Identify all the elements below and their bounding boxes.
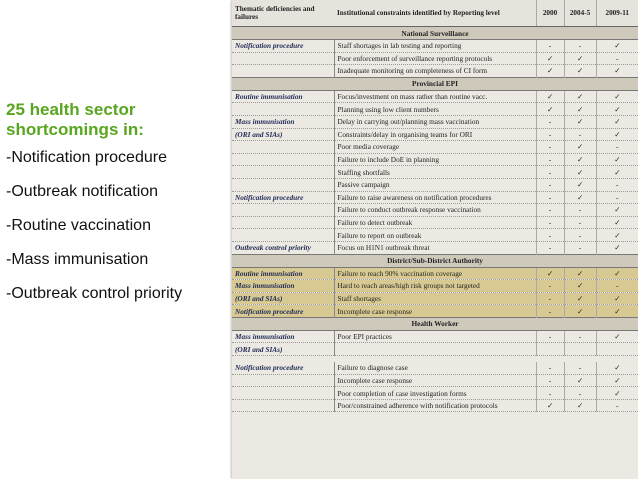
table-row <box>232 115 638 128</box>
constraint-cell: Poor media coverage <box>334 141 536 154</box>
year-2000-cell: - <box>536 216 564 229</box>
deficiency-cell: Mass immunisation <box>232 330 334 343</box>
year-2000-cell: - <box>536 141 564 154</box>
year-2004-cell: ✓ <box>564 374 596 387</box>
header-deficiency: Thematic deficiencies and failures <box>232 0 334 27</box>
constraint-cell: Passive campaign <box>334 178 536 191</box>
year-2004-cell: - <box>564 330 596 343</box>
table-row <box>232 191 638 204</box>
table-row <box>232 330 638 343</box>
table-row <box>232 216 638 229</box>
table-row <box>232 128 638 141</box>
year-2009-cell: ✓ <box>596 128 638 141</box>
deficiency-cell <box>232 178 334 191</box>
constraint-cell: Failure to conduct outbreak response vaccination <box>334 204 536 217</box>
year-2004-cell: ✓ <box>564 115 596 128</box>
year-2004-cell: - <box>564 362 596 374</box>
year-2004-cell: ✓ <box>564 153 596 166</box>
table-row <box>232 90 638 103</box>
year-2004-cell: - <box>564 387 596 400</box>
year-2004-cell <box>564 343 596 356</box>
year-2004-cell: ✓ <box>564 103 596 116</box>
year-2000-cell: ✓ <box>536 267 564 280</box>
constraint-cell: Constraints/delay in organising teams for ORI <box>334 128 536 141</box>
year-2004-cell: ✓ <box>564 292 596 305</box>
deficiency-cell <box>232 141 334 154</box>
section-label: District/Sub-District Authority <box>232 254 638 267</box>
table-row <box>232 229 638 242</box>
table-row <box>232 178 638 191</box>
deficiency-cell: Routine immunisation <box>232 267 334 280</box>
constraint-cell: Delay in carrying out/planning mass vaccination <box>334 115 536 128</box>
deficiency-cell <box>232 166 334 179</box>
constraint-cell: Failure to include DoE in planning <box>334 153 536 166</box>
deficiency-cell: Routine immunisation <box>232 90 334 103</box>
year-2009-cell: ✓ <box>596 267 638 280</box>
constraint-cell: Focus on H1N1 outbreak threat <box>334 241 536 254</box>
year-2004-cell: - <box>564 40 596 53</box>
year-2009-cell: ✓ <box>596 305 638 318</box>
year-2009-cell: ✓ <box>596 90 638 103</box>
year-2009-cell: ✓ <box>596 362 638 374</box>
table-row <box>232 399 638 412</box>
header-year-2004: 2004-5 <box>564 0 596 27</box>
slide-heading: 25 health sector shortcomings in: <box>6 100 144 139</box>
section-label: Health Worker <box>232 317 638 330</box>
year-2000-cell: - <box>536 115 564 128</box>
year-2004-cell: ✓ <box>564 305 596 318</box>
year-2009-cell: ✓ <box>596 115 638 128</box>
year-2009-cell: ✓ <box>596 387 638 400</box>
year-2000-cell: ✓ <box>536 52 564 65</box>
header-year-2000: 2000 <box>536 0 564 27</box>
bullet-notification-procedure: -Notification procedure <box>6 149 167 166</box>
year-2000-cell: - <box>536 191 564 204</box>
constraint-cell: Failure to diagnose case <box>334 362 536 374</box>
deficiencies-table-image <box>232 0 638 479</box>
constraint-cell: Hard to reach areas/high risk groups not targeted <box>334 280 536 293</box>
year-2000-cell: - <box>536 362 564 374</box>
slide-text-panel <box>6 100 234 318</box>
year-2009-cell: ✓ <box>596 153 638 166</box>
year-2000-cell: - <box>536 229 564 242</box>
deficiency-cell: (ORI and SIAs) <box>232 128 334 141</box>
header-constraint: Institutional constraints identified by Reporting level <box>334 0 536 27</box>
constraint-cell: Staff shortages in lab testing and reporting <box>334 40 536 53</box>
deficiency-cell <box>232 204 334 217</box>
constraint-cell: Focus/investment on mass rather than routine vacc. <box>334 90 536 103</box>
year-2004-cell: ✓ <box>564 399 596 412</box>
deficiency-cell: Notification procedure <box>232 40 334 53</box>
constraint-cell: Poor enforcement of surveillance reporting protocols <box>334 52 536 65</box>
year-2009-cell: ✓ <box>596 166 638 179</box>
year-2000-cell: ✓ <box>536 90 564 103</box>
year-2004-cell: ✓ <box>564 191 596 204</box>
year-2004-cell: ✓ <box>564 267 596 280</box>
deficiency-cell <box>232 52 334 65</box>
year-2004-cell: - <box>564 128 596 141</box>
year-2004-cell: ✓ <box>564 166 596 179</box>
table-row <box>232 40 638 53</box>
deficiency-cell <box>232 387 334 400</box>
table-row <box>232 280 638 293</box>
constraint-cell: Incomplete case response <box>334 374 536 387</box>
year-2000-cell: - <box>536 40 564 53</box>
year-2009-cell: ✓ <box>596 229 638 242</box>
year-2000-cell: ✓ <box>536 103 564 116</box>
year-2000-cell: - <box>536 292 564 305</box>
bullet-routine-vaccination: -Routine vaccination <box>6 217 151 234</box>
year-2000-cell: - <box>536 128 564 141</box>
year-2009-cell: ✓ <box>596 65 638 78</box>
year-2004-cell: - <box>564 204 596 217</box>
table-body <box>232 27 638 412</box>
deficiency-cell: Mass immunisation <box>232 280 334 293</box>
table-row <box>232 267 638 280</box>
year-2009-cell: ✓ <box>596 40 638 53</box>
table-row <box>232 305 638 318</box>
year-2009-cell: - <box>596 52 638 65</box>
year-2009-cell <box>596 343 638 356</box>
year-2000-cell: - <box>536 330 564 343</box>
deficiency-cell <box>232 374 334 387</box>
section-header-row <box>232 27 638 40</box>
year-2000-cell: ✓ <box>536 399 564 412</box>
year-2000-cell: - <box>536 204 564 217</box>
year-2004-cell: - <box>564 229 596 242</box>
constraint-cell: Poor/constrained adherence with notification protocols <box>334 399 536 412</box>
constraint-cell: Failure to detect outbreak <box>334 216 536 229</box>
table-row <box>232 153 638 166</box>
constraint-cell: Failure to raise awareness on notification procedures <box>334 191 536 204</box>
year-2009-cell: ✓ <box>596 204 638 217</box>
year-2000-cell: - <box>536 178 564 191</box>
deficiency-cell <box>232 103 334 116</box>
year-2000-cell: - <box>536 387 564 400</box>
year-2004-cell: - <box>564 241 596 254</box>
bullet-outbreak-control-priority: -Outbreak control priority <box>6 285 183 302</box>
year-2009-cell: ✓ <box>596 103 638 116</box>
deficiency-cell <box>232 65 334 78</box>
table-header-row <box>232 0 638 27</box>
constraint-cell: Incomplete case response <box>334 305 536 318</box>
deficiency-cell <box>232 229 334 242</box>
deficiency-cell <box>232 216 334 229</box>
deficiency-cell: Notification procedure <box>232 305 334 318</box>
year-2000-cell: - <box>536 166 564 179</box>
year-2000-cell: - <box>536 305 564 318</box>
table-row <box>232 387 638 400</box>
deficiencies-table <box>232 0 638 412</box>
deficiency-cell: Mass immunisation <box>232 115 334 128</box>
table-row <box>232 166 638 179</box>
section-label: National Surveillance <box>232 27 638 40</box>
year-2000-cell: - <box>536 280 564 293</box>
deficiency-cell: Notification procedure <box>232 191 334 204</box>
year-2009-cell: - <box>596 141 638 154</box>
constraint-cell: Failure to report on outbreak <box>334 229 536 242</box>
deficiency-cell <box>232 399 334 412</box>
table-row <box>232 52 638 65</box>
year-2009-cell: ✓ <box>596 292 638 305</box>
year-2009-cell: ✓ <box>596 330 638 343</box>
year-2009-cell: - <box>596 191 638 204</box>
year-2009-cell: ✓ <box>596 374 638 387</box>
table-row <box>232 103 638 116</box>
year-2004-cell: - <box>564 216 596 229</box>
constraint-cell <box>334 343 536 356</box>
section-header-row <box>232 77 638 90</box>
bullet-mass-immunisation: -Mass immunisation <box>6 251 149 268</box>
deficiency-cell <box>232 153 334 166</box>
table-row <box>232 241 638 254</box>
constraint-cell: Failure to reach 90% vaccination coverage <box>334 267 536 280</box>
deficiency-cell: Outbreak control priority <box>232 241 334 254</box>
year-2004-cell: ✓ <box>564 141 596 154</box>
year-2004-cell: ✓ <box>564 90 596 103</box>
table-row <box>232 292 638 305</box>
section-label: Provincial EPI <box>232 77 638 90</box>
header-year-2009: 2009-11 <box>596 0 638 27</box>
year-2004-cell: ✓ <box>564 178 596 191</box>
year-2004-cell: ✓ <box>564 52 596 65</box>
constraint-cell: Poor EPI practices <box>334 330 536 343</box>
year-2009-cell: - <box>596 399 638 412</box>
table-row <box>232 204 638 217</box>
deficiency-cell: (ORI and SIAs) <box>232 343 334 356</box>
table-row <box>232 65 638 78</box>
bullet-outbreak-notification: -Outbreak notification <box>6 183 159 200</box>
year-2004-cell: ✓ <box>564 65 596 78</box>
year-2004-cell: ✓ <box>564 280 596 293</box>
table-row <box>232 343 638 356</box>
table-row <box>232 374 638 387</box>
section-header-row <box>232 317 638 330</box>
deficiency-cell: Notification procedure <box>232 362 334 374</box>
year-2009-cell: ✓ <box>596 216 638 229</box>
table-row <box>232 362 638 374</box>
year-2000-cell <box>536 343 564 356</box>
section-header-row <box>232 254 638 267</box>
year-2000-cell: ✓ <box>536 65 564 78</box>
year-2009-cell: ✓ <box>596 241 638 254</box>
constraint-cell: Poor completion of case investigation forms <box>334 387 536 400</box>
constraint-cell: Staffing shortfalls <box>334 166 536 179</box>
year-2009-cell: - <box>596 178 638 191</box>
year-2000-cell: - <box>536 374 564 387</box>
year-2000-cell: - <box>536 153 564 166</box>
constraint-cell: Inadequate monitoring on completeness of CI form <box>334 65 536 78</box>
table-row <box>232 141 638 154</box>
deficiency-cell: (ORI and SIAs) <box>232 292 334 305</box>
constraint-cell: Staff shortages <box>334 292 536 305</box>
year-2009-cell: - <box>596 280 638 293</box>
year-2000-cell: - <box>536 241 564 254</box>
constraint-cell: Planning using low client numbers <box>334 103 536 116</box>
